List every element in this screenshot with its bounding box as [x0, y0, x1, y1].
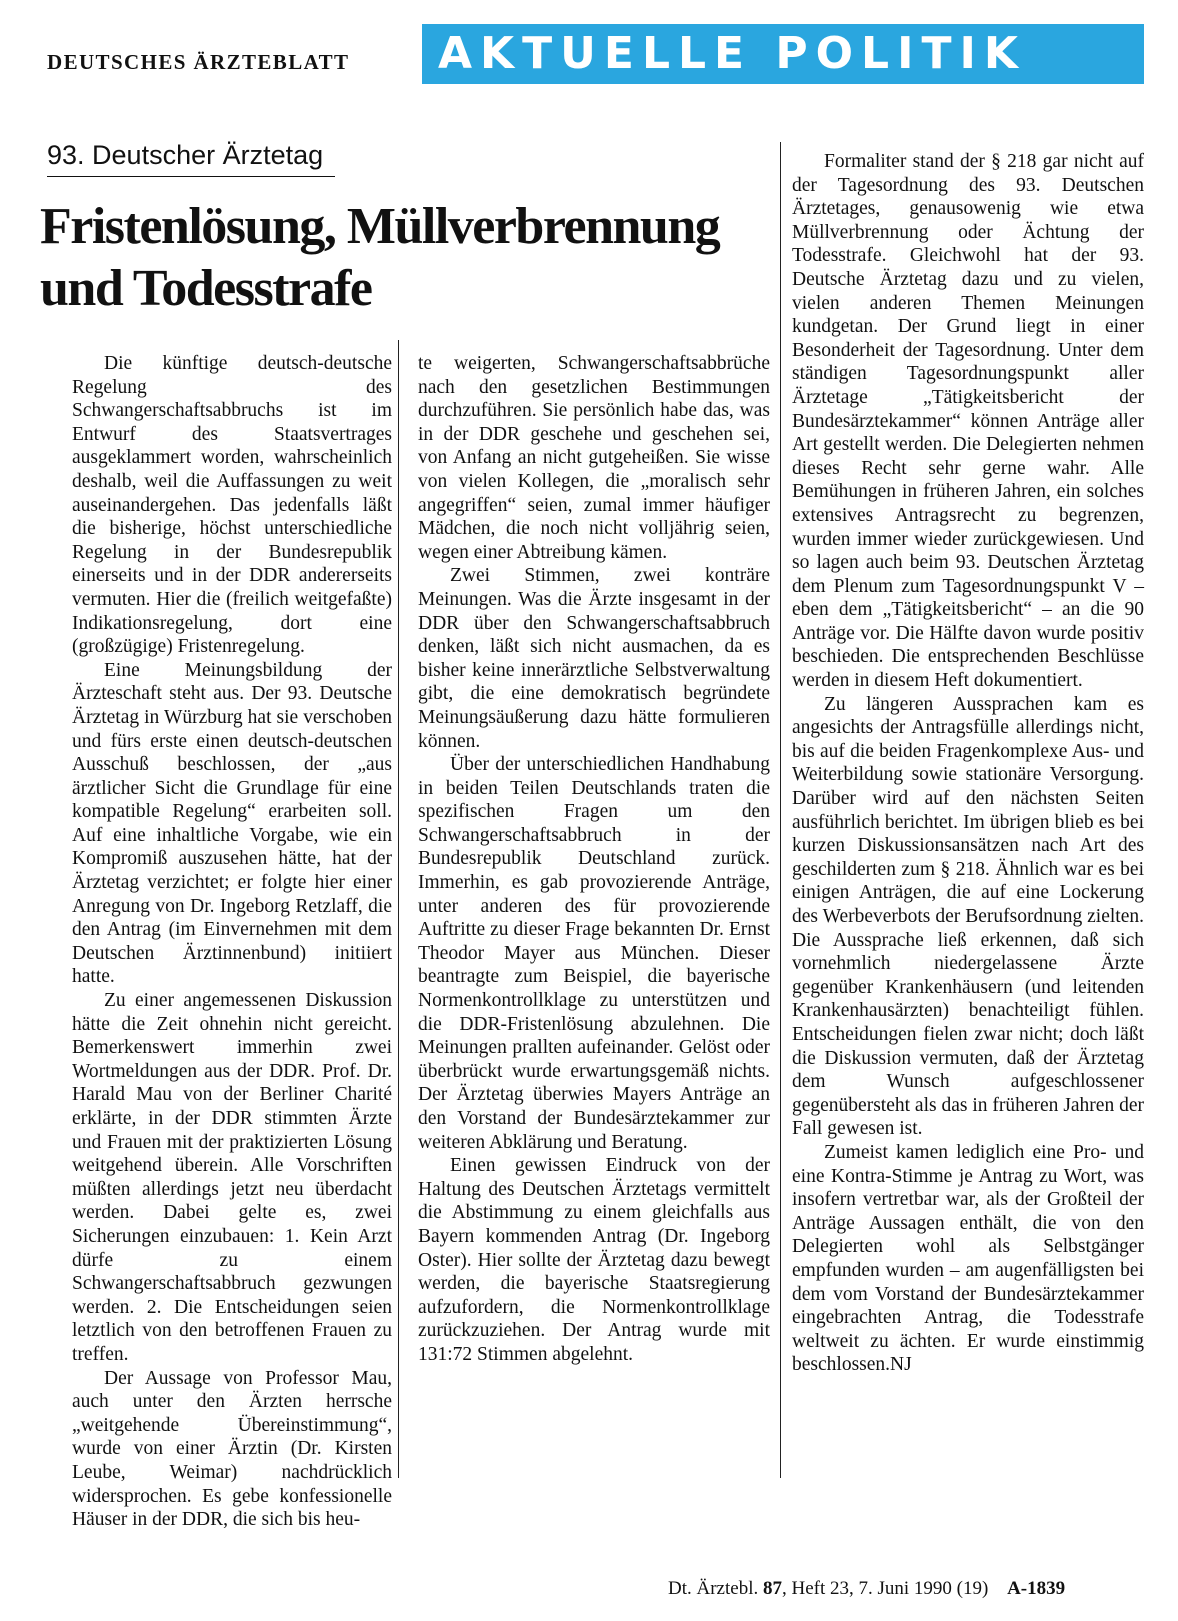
article-column-2: [418, 352, 770, 1367]
section-banner: AKTUELLE POLITIK: [422, 24, 1144, 84]
kicker-underline: [47, 176, 335, 177]
article-paragraph: Zwei Stimmen, zwei konträre Meinungen. Was die Ärzte insgesamt in der DDR über den Schwangerschaftsabbruch denken, läßt sich nicht ausmachen, da es bisher keine innerärztliche Selbstverwaltung gibt, die eine demokratisch begründete Meinungsäußerung dazu hätte formulieren können.: [418, 565, 770, 752]
page-footer: [668, 1578, 1065, 1600]
article-paragraph: Zu längeren Aussprachen kam es angesichts der Antragsfülle allerdings nicht, bis auf die beiden Fragenkomplexe Aus- und Weiterbildung sowie stationäre Versorgung. Darüber wird auf den nächsten Seiten ausführlich berichtet. Im übrigen blieb es bei kurzen Diskussionsansätzen nach Art des geschilderten zum § 218. Ähnlich war es bei einigen Anträgen, die auf eine Lockerung des Werbeverbots der Berufsordnung zielten. Die Aussprache ließ erkennen, daß sich vornehmlich niedergelassene Ärzte gegenüber Krankenhäusern (und leitenden Krankenhausärzten) benachteiligt fühlen. Entscheidungen fielen zwar nicht; doch läßt die Diskussion vermuten, daß der Ärztetag dem Wunsch aufgeschlossener gegenübersteht als das in früheren Jahren der Fall gewesen ist.: [792, 693, 1144, 1140]
masthead: DEUTSCHES ÄRZTEBLATT: [47, 50, 350, 74]
footer-page-number: A-1839: [1007, 1578, 1066, 1599]
article-paragraph: Über der unterschiedlichen Handhabung in beiden Teilen Deutschlands traten die spezifischen Fragen um den Schwangerschaftsabbruch in der Bundesrepublik Deutschland zurück. Immerhin, es gab provozierende Anträge, unter anderen des für provozierende Auftritte zu dieser Frage bekannten Dr. Ernst Theodor Mayer aus München. Dieser beantragte zum Beispiel, die bayerische Normenkontrollklage zu unterstützen und die DDR-Fristenlösung abzulehnen. Die Meinungen prallten aufeinander. Gelöst oder überbrückt wurde erwartungsgemäß nichts. Der Ärztetag überwies Mayers Anträge an den Vorstand der Bundesärztekammer zur weiteren Abklärung und Beratung.: [418, 754, 770, 1153]
article-paragraph: Die künftige deutsch-deutsche Regelung des Schwangerschaftsabbruchs ist im Entwurf des Staatsvertrages ausgeklammert worden, wahrscheinlich deshalb, weil die Auffassungen zu weit auseinandergehen. Das jedenfalls läßt die bisherige, höchst unterschiedliche Regelung in der Bundesrepublik einerseits und in der DDR andererseits vermuten. Hier die (freilich weitgefaßte) Indikationsregelung, dort eine (großzügige) Fristenregelung.: [72, 353, 392, 658]
article-paragraph: te weigerten, Schwangerschaftsabbrüche nach den gesetzlichen Bestimmungen durchzuführen. Sie persönlich habe das, was in der DDR geschehe und geschehen sei, von Anfang an nicht gutgeheißen. Sie wisse von vielen Kollegen, die „moralisch sehr angegriffen“ seien, zumal immer häufiger Mädchen, die noch nicht volljährig seien, wegen einer Abtreibung kämen.: [418, 353, 770, 563]
headline: Fristenlösung, Müllverbrennung und Todesstrafe: [40, 198, 720, 317]
article-column-3: [792, 150, 1144, 1377]
article-paragraph: Einen gewissen Eindruck von der Haltung des Deutschen Ärztetags vermittelt die Abstimmung zu einem gleichfalls aus Bayern kommenden Antrag (Dr. Ingeborg Oster). Hier sollte der Ärztetag dazu bewegt werden, die bayerische Staatsregierung aufzufordern, die Normenkontrollklage zurückzuziehen. Der Antrag wurde mit 131:72 Stimmen abgelehnt.: [418, 1155, 770, 1365]
article-paragraph: Zu einer angemessenen Diskussion hätte die Zeit ohnehin nicht gereicht. Bemerkenswert immerhin zwei Wortmeldungen aus der DDR. Prof. Dr. Harald Mau von der Berliner Charité erklärte, in der DDR stimmten Ärzte und Frauen mit der praktizierten Lösung weitgehend überein. Alle Vorschriften müßten allerdings jetzt neu überdacht werden. Dabei gelte es, zwei Sicherungen einzubauen: 1. Kein Arzt dürfe zu einem Schwangerschaftsabbruch gezwungen werden. 2. Die Entscheidungen seien letztlich von den betroffenen Frauen zu treffen.: [72, 990, 392, 1365]
column-divider-2: [780, 142, 781, 1478]
article-paragraph: Formaliter stand der § 218 gar nicht auf der Tagesordnung des 93. Deutschen Ärztetages, genausowenig wie etwa Müllverbrennung oder Ächtung der Todesstrafe. Gleichwohl hat der 93. Deutsche Ärztetag dazu und zu vielen, vielen anderen Themen Meinungen kundgetan. Der Grund liegt in einer Besonderheit der Tagesordnung. Unter dem ständigen Tagesordnungspunkt aller Ärztetage „Tätigkeitsbericht der Bundesärztekammer“ können Anträge aller Art gestellt werden. Die Delegierten nehmen dieses Recht sehr gerne wahr. Alle Bemühungen in früheren Jahren, ein solches extensives Antragsrecht zu begrenzen, wurden immer wieder zurückgewiesen. Und so lagen auch beim 93. Deutschen Ärztetag dem Plenum zum Tagesordnungspunkt V – eben dem „Tätigkeitsbericht“ – an die 90 Anträge vor. Die Hälfte davon wurde positiv beschieden. Die entsprechenden Beschlüsse werden in diesem Heft dokumentiert.: [792, 151, 1144, 692]
article-paragraph: Eine Meinungsbildung der Ärzteschaft steht aus. Der 93. Deutsche Ärztetag in Würzburg hat sie verschoben und fürs erste einen deutsch-deutschen Ausschuß beschlossen, der „aus ärztlicher Sicht die Grundlage für eine kompatible Regelung“ erarbeiten soll. Auf eine inhaltliche Vorgabe, wie ein Kompromiß auszusehen hätte, hat der Ärztetag verzichtet; er folgte hier einer Anregung von Dr. Ingeborg Retzlaff, die den Antrag (im Einvernehmen mit dem Deutschen Ärztinnenbund) initiiert hatte.: [72, 659, 392, 988]
footer-volume: 87: [762, 1578, 782, 1599]
article-paragraph: Zumeist kamen lediglich eine Pro- und eine Kontra-Stimme je Antrag zu Wort, was insofern vertretbar war, als der Großteil der Anträge Aussagen enthält, die von den Delegierten wohl als Selbstgänger empfunden wurden – am augenfälligsten bei dem vom Vorstand der Bundesärztekammer eingebrachten Antrag, die Todesstrafe weltweit zu ächten. Er wurde einstimmig beschlossen.NJ: [792, 1141, 1144, 1376]
column-divider-1: [398, 340, 399, 1478]
article-column-1: [72, 352, 392, 1532]
footer-issue-date: , Heft 23, 7. Juni 1990 (19): [781, 1578, 989, 1599]
kicker: 93. Deutscher Ärztetag: [47, 140, 324, 170]
footer-journal: Dt. Ärztebl.: [668, 1578, 759, 1599]
article-paragraph: Der Aussage von Professor Mau, auch unter den Ärzten herrsche „weitgehende Übereinstimmung“, wurde von einer Ärztin (Dr. Kirsten Leube, Weimar) nachdrücklich widersprochen. Es gebe konfessionelle Häuser in der DDR, die sich bis heu-: [72, 1367, 392, 1531]
